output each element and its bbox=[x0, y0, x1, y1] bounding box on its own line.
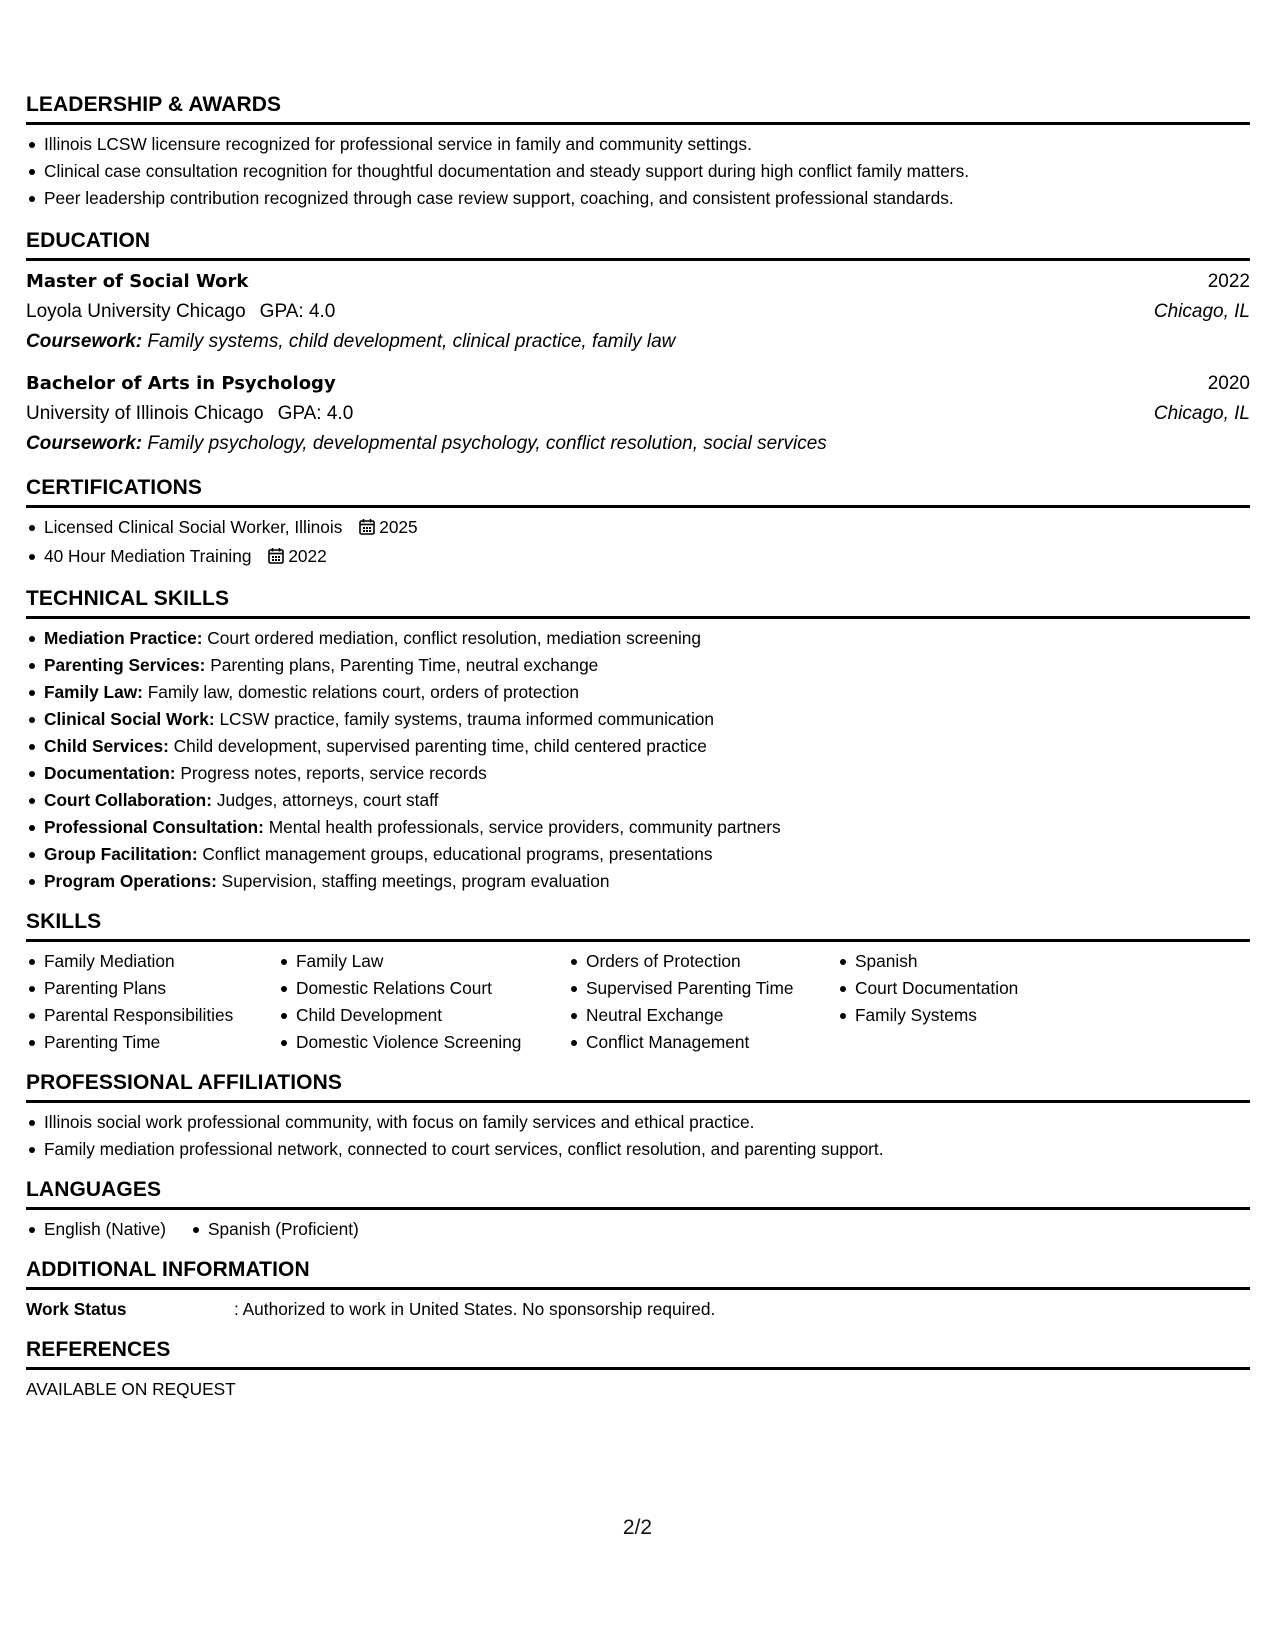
list-item: Parental Responsibilities bbox=[26, 1002, 278, 1029]
skill-label: Documentation: bbox=[44, 763, 176, 783]
skills-column bbox=[278, 948, 568, 1056]
skill-value: Supervision, staffing meetings, program evaluation bbox=[221, 871, 610, 891]
list-item bbox=[26, 733, 1250, 760]
skills-grid bbox=[26, 948, 1250, 1056]
coursework-text: Family psychology, developmental psychology, conflict resolution, social services bbox=[147, 433, 827, 454]
list-item bbox=[26, 679, 1250, 706]
list-item: Child Development bbox=[278, 1002, 568, 1029]
skill-value: Conflict management groups, educational programs, presentations bbox=[202, 844, 713, 864]
resume-page bbox=[26, 92, 1250, 1403]
section-title: CERTIFICATIONS bbox=[26, 475, 1250, 508]
list-item: Family mediation professional network, connected to court services, conflict resolution, and parenting support. bbox=[26, 1136, 1250, 1163]
gpa: GPA: 4.0 bbox=[259, 301, 336, 322]
list-item bbox=[26, 514, 1250, 543]
list-item: Clinical case consultation recognition for thoughtful documentation and steady support during high conflict family matters. bbox=[26, 158, 1250, 185]
list-item: Family Mediation bbox=[26, 948, 278, 975]
skill-label: Parenting Services: bbox=[44, 655, 206, 675]
section-title: ADDITIONAL INFORMATION bbox=[26, 1257, 1250, 1290]
skill-label: Group Facilitation: bbox=[44, 844, 198, 864]
list-item: Conflict Management bbox=[568, 1029, 837, 1056]
languages-section bbox=[26, 1177, 1250, 1243]
list-item: Parenting Plans bbox=[26, 975, 278, 1002]
list-item: Illinois social work professional community, with focus on family services and ethical practice. bbox=[26, 1109, 1250, 1136]
list-item: Spanish (Proficient) bbox=[190, 1216, 359, 1243]
skills-column bbox=[26, 948, 278, 1056]
section-title: TECHNICAL SKILLS bbox=[26, 586, 1250, 619]
school: Loyola University Chicago bbox=[26, 301, 246, 322]
grad-year: 2020 bbox=[1207, 373, 1250, 394]
cert-year: 2022 bbox=[288, 546, 327, 566]
skills-column bbox=[568, 948, 837, 1056]
skill-label: Mediation Practice: bbox=[44, 628, 203, 648]
references-section bbox=[26, 1337, 1250, 1403]
skill-label: Professional Consultation: bbox=[44, 817, 264, 837]
list-item: Domestic Violence Screening bbox=[278, 1029, 568, 1056]
certifications-list bbox=[26, 514, 1250, 572]
gpa: GPA: 4.0 bbox=[277, 403, 354, 424]
location: Chicago, IL bbox=[1153, 301, 1250, 322]
skill-value: Family law, domestic relations court, orders of protection bbox=[147, 682, 579, 702]
certifications-section bbox=[26, 475, 1250, 572]
education-section bbox=[26, 228, 1250, 459]
list-item bbox=[26, 814, 1250, 841]
skill-label: Program Operations: bbox=[44, 871, 217, 891]
skill-label: Child Services: bbox=[44, 736, 169, 756]
work-status-label: Work Status bbox=[26, 1299, 127, 1319]
section-title: SKILLS bbox=[26, 909, 1250, 942]
calendar-icon bbox=[268, 545, 284, 572]
coursework bbox=[26, 327, 1250, 357]
coursework-label: Coursework: bbox=[26, 433, 143, 454]
page-number: 2/2 bbox=[622, 1516, 653, 1539]
list-item: Domestic Relations Court bbox=[278, 975, 568, 1002]
list-item bbox=[26, 760, 1250, 787]
list-item: Supervised Parenting Time bbox=[568, 975, 837, 1002]
skill-value: LCSW practice, family systems, trauma informed communication bbox=[219, 709, 715, 729]
skill-value: Court ordered mediation, conflict resolution, mediation screening bbox=[207, 628, 702, 648]
coursework-text: Family systems, child development, clinical practice, family law bbox=[147, 331, 676, 352]
skill-value: Mental health professionals, service providers, community partners bbox=[268, 817, 781, 837]
list-item bbox=[26, 787, 1250, 814]
list-item: Peer leadership contribution recognized through case review support, coaching, and consistent professional standards. bbox=[26, 185, 1250, 212]
degree: Master of Social Work bbox=[26, 271, 249, 292]
additional-info-section bbox=[26, 1257, 1250, 1323]
list-item bbox=[26, 841, 1250, 868]
work-status-row bbox=[26, 1296, 1250, 1323]
section-title: LANGUAGES bbox=[26, 1177, 1250, 1210]
list-item: Family Law bbox=[278, 948, 568, 975]
section-title: PROFESSIONAL AFFILIATIONS bbox=[26, 1070, 1250, 1103]
skill-value: Parenting plans, Parenting Time, neutral exchange bbox=[210, 655, 599, 675]
technical-skills-section bbox=[26, 586, 1250, 895]
cert-name: Licensed Clinical Social Worker, Illinois bbox=[44, 517, 343, 537]
section-title: REFERENCES bbox=[26, 1337, 1250, 1370]
list-item bbox=[26, 652, 1250, 679]
list-item: Court Documentation bbox=[837, 975, 1097, 1002]
languages-row bbox=[26, 1216, 1250, 1243]
calendar-icon bbox=[359, 516, 375, 543]
technical-skills-list bbox=[26, 625, 1250, 895]
location: Chicago, IL bbox=[1153, 403, 1250, 424]
skill-label: Clinical Social Work: bbox=[44, 709, 215, 729]
languages-list bbox=[26, 1216, 383, 1243]
list-item: Neutral Exchange bbox=[568, 1002, 837, 1029]
education-entry bbox=[26, 369, 1250, 459]
cert-name: 40 Hour Mediation Training bbox=[44, 546, 252, 566]
skill-value: Progress notes, reports, service records bbox=[180, 763, 487, 783]
cert-year: 2025 bbox=[379, 517, 418, 537]
coursework-label: Coursework: bbox=[26, 331, 143, 352]
list-item: Family Systems bbox=[837, 1002, 1097, 1029]
list-item bbox=[26, 706, 1250, 733]
references-text: AVAILABLE ON REQUEST bbox=[26, 1379, 236, 1399]
skill-label: Court Collaboration: bbox=[44, 790, 212, 810]
skills-section bbox=[26, 909, 1250, 1056]
coursework bbox=[26, 429, 1250, 459]
list-item: Parenting Time bbox=[26, 1029, 278, 1056]
affiliations-list bbox=[26, 1109, 1250, 1163]
section-title: EDUCATION bbox=[26, 228, 1250, 261]
grad-year: 2022 bbox=[1207, 271, 1250, 292]
skill-label: Family Law: bbox=[44, 682, 143, 702]
skill-value: Judges, attorneys, court staff bbox=[216, 790, 439, 810]
leadership-section bbox=[26, 92, 1250, 212]
list-item: Spanish bbox=[837, 948, 1097, 975]
degree: Bachelor of Arts in Psychology bbox=[26, 373, 336, 394]
work-status-value: : Authorized to work in United States. No sponsorship required. bbox=[234, 1299, 716, 1319]
list-item: Illinois LCSW licensure recognized for professional service in family and community settings. bbox=[26, 131, 1250, 158]
leadership-list bbox=[26, 131, 1250, 212]
list-item: English (Native) bbox=[26, 1216, 166, 1243]
list-item bbox=[26, 543, 1250, 572]
education-entry bbox=[26, 267, 1250, 357]
section-title: LEADERSHIP & AWARDS bbox=[26, 92, 1250, 125]
affiliations-section bbox=[26, 1070, 1250, 1163]
skill-value: Child development, supervised parenting time, child centered practice bbox=[173, 736, 707, 756]
skills-column bbox=[837, 948, 1097, 1056]
list-item bbox=[26, 868, 1250, 895]
list-item bbox=[26, 625, 1250, 652]
school: University of Illinois Chicago bbox=[26, 403, 264, 424]
list-item: Orders of Protection bbox=[568, 948, 837, 975]
